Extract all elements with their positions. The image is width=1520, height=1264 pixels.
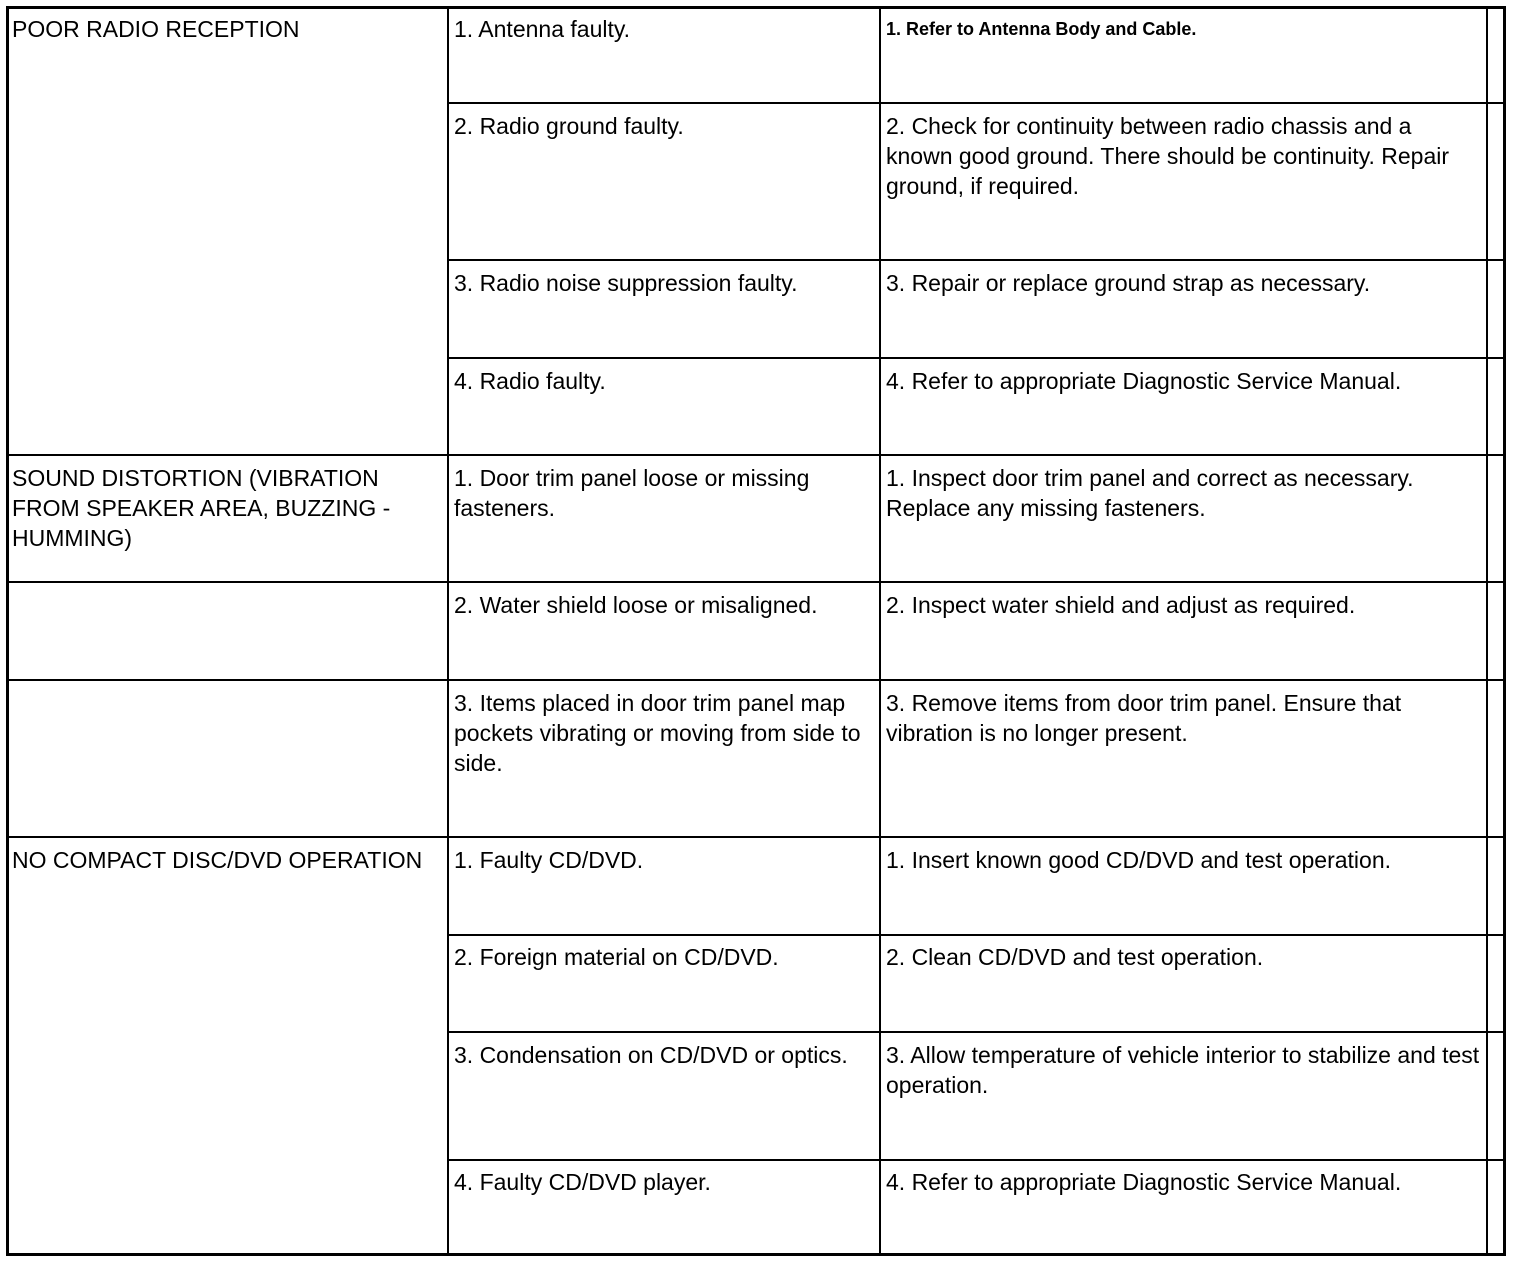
column-divider [1486,6,1488,1256]
cause-cell: 4. Faulty CD/DVD player. [454,1169,711,1195]
cause-cell: 4. Radio faulty. [454,368,606,394]
group-divider [6,581,1506,583]
group-divider [6,836,1506,838]
cause-cell: 2. Water shield loose or misaligned. [454,592,818,618]
correction-cell: 2. Check for continuity between radio chassis and a known good ground. There should be continuity. Repair ground, if required. [886,113,1450,199]
row-divider [447,1031,1506,1033]
cause-cell: 2. Radio ground faulty. [454,113,684,139]
row-divider [447,934,1506,936]
row-divider [447,259,1506,261]
cause-cell: 2. Foreign material on CD/DVD. [454,944,779,970]
row-divider [447,1159,1506,1161]
group-divider [6,679,1506,681]
correction-cell: 4. Refer to appropriate Diagnostic Service Manual. [886,1169,1402,1195]
correction-cell: 3. Allow temperature of vehicle interior to stabilize and test operation. [886,1042,1480,1098]
symptom-cell: POOR RADIO RECEPTION [12,16,300,42]
group-divider [6,454,1506,456]
correction-cell: 2. Clean CD/DVD and test operation. [886,944,1264,970]
correction-cell: 3. Repair or replace ground strap as necessary. [886,270,1371,296]
row-divider [447,102,1506,104]
cause-cell: 3. Items placed in door trim panel map pockets vibrating or moving from side to side. [454,690,861,776]
column-divider [879,6,881,1256]
correction-cell: 1. Refer to Antenna Body and Cable. [886,19,1197,39]
correction-cell: 3. Remove items from door trim panel. Ensure that vibration is no longer present. [886,690,1402,746]
cause-cell: 1. Faulty CD/DVD. [454,847,644,873]
cause-cell: 3. Condensation on CD/DVD or optics. [454,1042,848,1068]
cause-cell: 1. Door trim panel loose or missing fasteners. [454,465,810,521]
correction-cell: 1. Insert known good CD/DVD and test operation. [886,847,1392,873]
symptom-cell: SOUND DISTORTION (VIBRATION FROM SPEAKER AREA, BUZZING - HUMMING) [12,465,391,551]
correction-cell: 2. Inspect water shield and adjust as required. [886,592,1356,618]
symptom-cell: NO COMPACT DISC/DVD OPERATION [12,847,423,873]
column-divider [447,6,449,1256]
row-divider [447,357,1506,359]
correction-cell: 1. Inspect door trim panel and correct as necessary. Replace any missing fasteners. [886,465,1414,521]
cause-cell: 1. Antenna faulty. [454,16,631,42]
correction-cell: 4. Refer to appropriate Diagnostic Service Manual. [886,368,1402,394]
cause-cell: 3. Radio noise suppression faulty. [454,270,798,296]
